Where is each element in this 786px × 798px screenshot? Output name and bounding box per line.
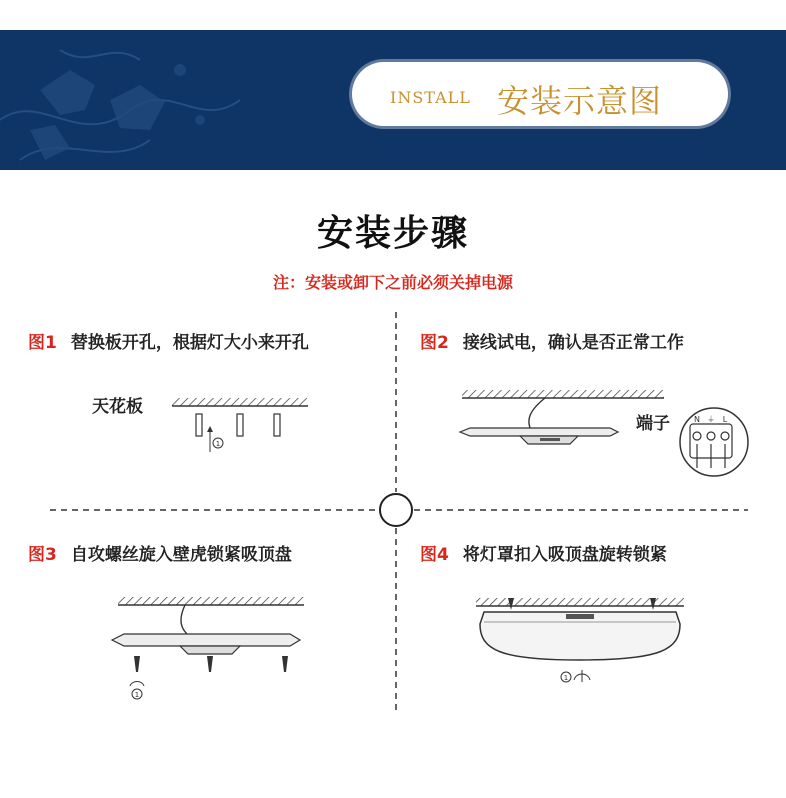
step-1-text: 替换板开孔，根据灯大小来开孔 (70, 333, 309, 353)
step-2-number: 图2 (420, 333, 449, 353)
step-4-text: 将灯罩扣入吸顶盘旋转锁紧 (462, 545, 667, 565)
terminal-n: N (694, 415, 700, 424)
svg-text:1: 1 (215, 440, 221, 448)
terminal-l: L (722, 415, 728, 424)
step-1-number: 图1 (28, 333, 57, 353)
figure-4 (476, 598, 684, 682)
svg-text:1: 1 (134, 691, 140, 699)
terminal-label: 端子 (636, 414, 670, 434)
step-3-number: 图3 (28, 545, 57, 565)
step-2-text: 接线试电，确认是否正常工作 (462, 333, 684, 353)
figure-1 (172, 398, 308, 452)
svg-text:1: 1 (563, 674, 569, 682)
warning-notice: 注：安装或卸下之前必须关掉电源 (272, 273, 513, 292)
lamp-shade (480, 612, 680, 660)
figure-3 (112, 597, 304, 699)
page-title: 安装步骤 (316, 213, 469, 254)
install-en-label: INSTALL (390, 88, 471, 107)
step-3-text: 自攻螺丝旋入壁虎锁紧吸顶盘 (70, 545, 292, 565)
terminal-ground: ⏚ (707, 415, 715, 424)
ceiling-slab-1 (172, 398, 308, 406)
ceiling-slab-3 (118, 597, 304, 605)
ceiling-slab-2 (462, 390, 664, 398)
center-circle (380, 494, 412, 526)
ceiling-label: 天花板 (92, 397, 143, 417)
install-zh-label: 安装示意图 (497, 82, 663, 120)
figure-2 (460, 390, 748, 476)
step-4-number: 图4 (420, 545, 449, 565)
screw (134, 656, 288, 672)
wall-anchor (196, 414, 280, 436)
